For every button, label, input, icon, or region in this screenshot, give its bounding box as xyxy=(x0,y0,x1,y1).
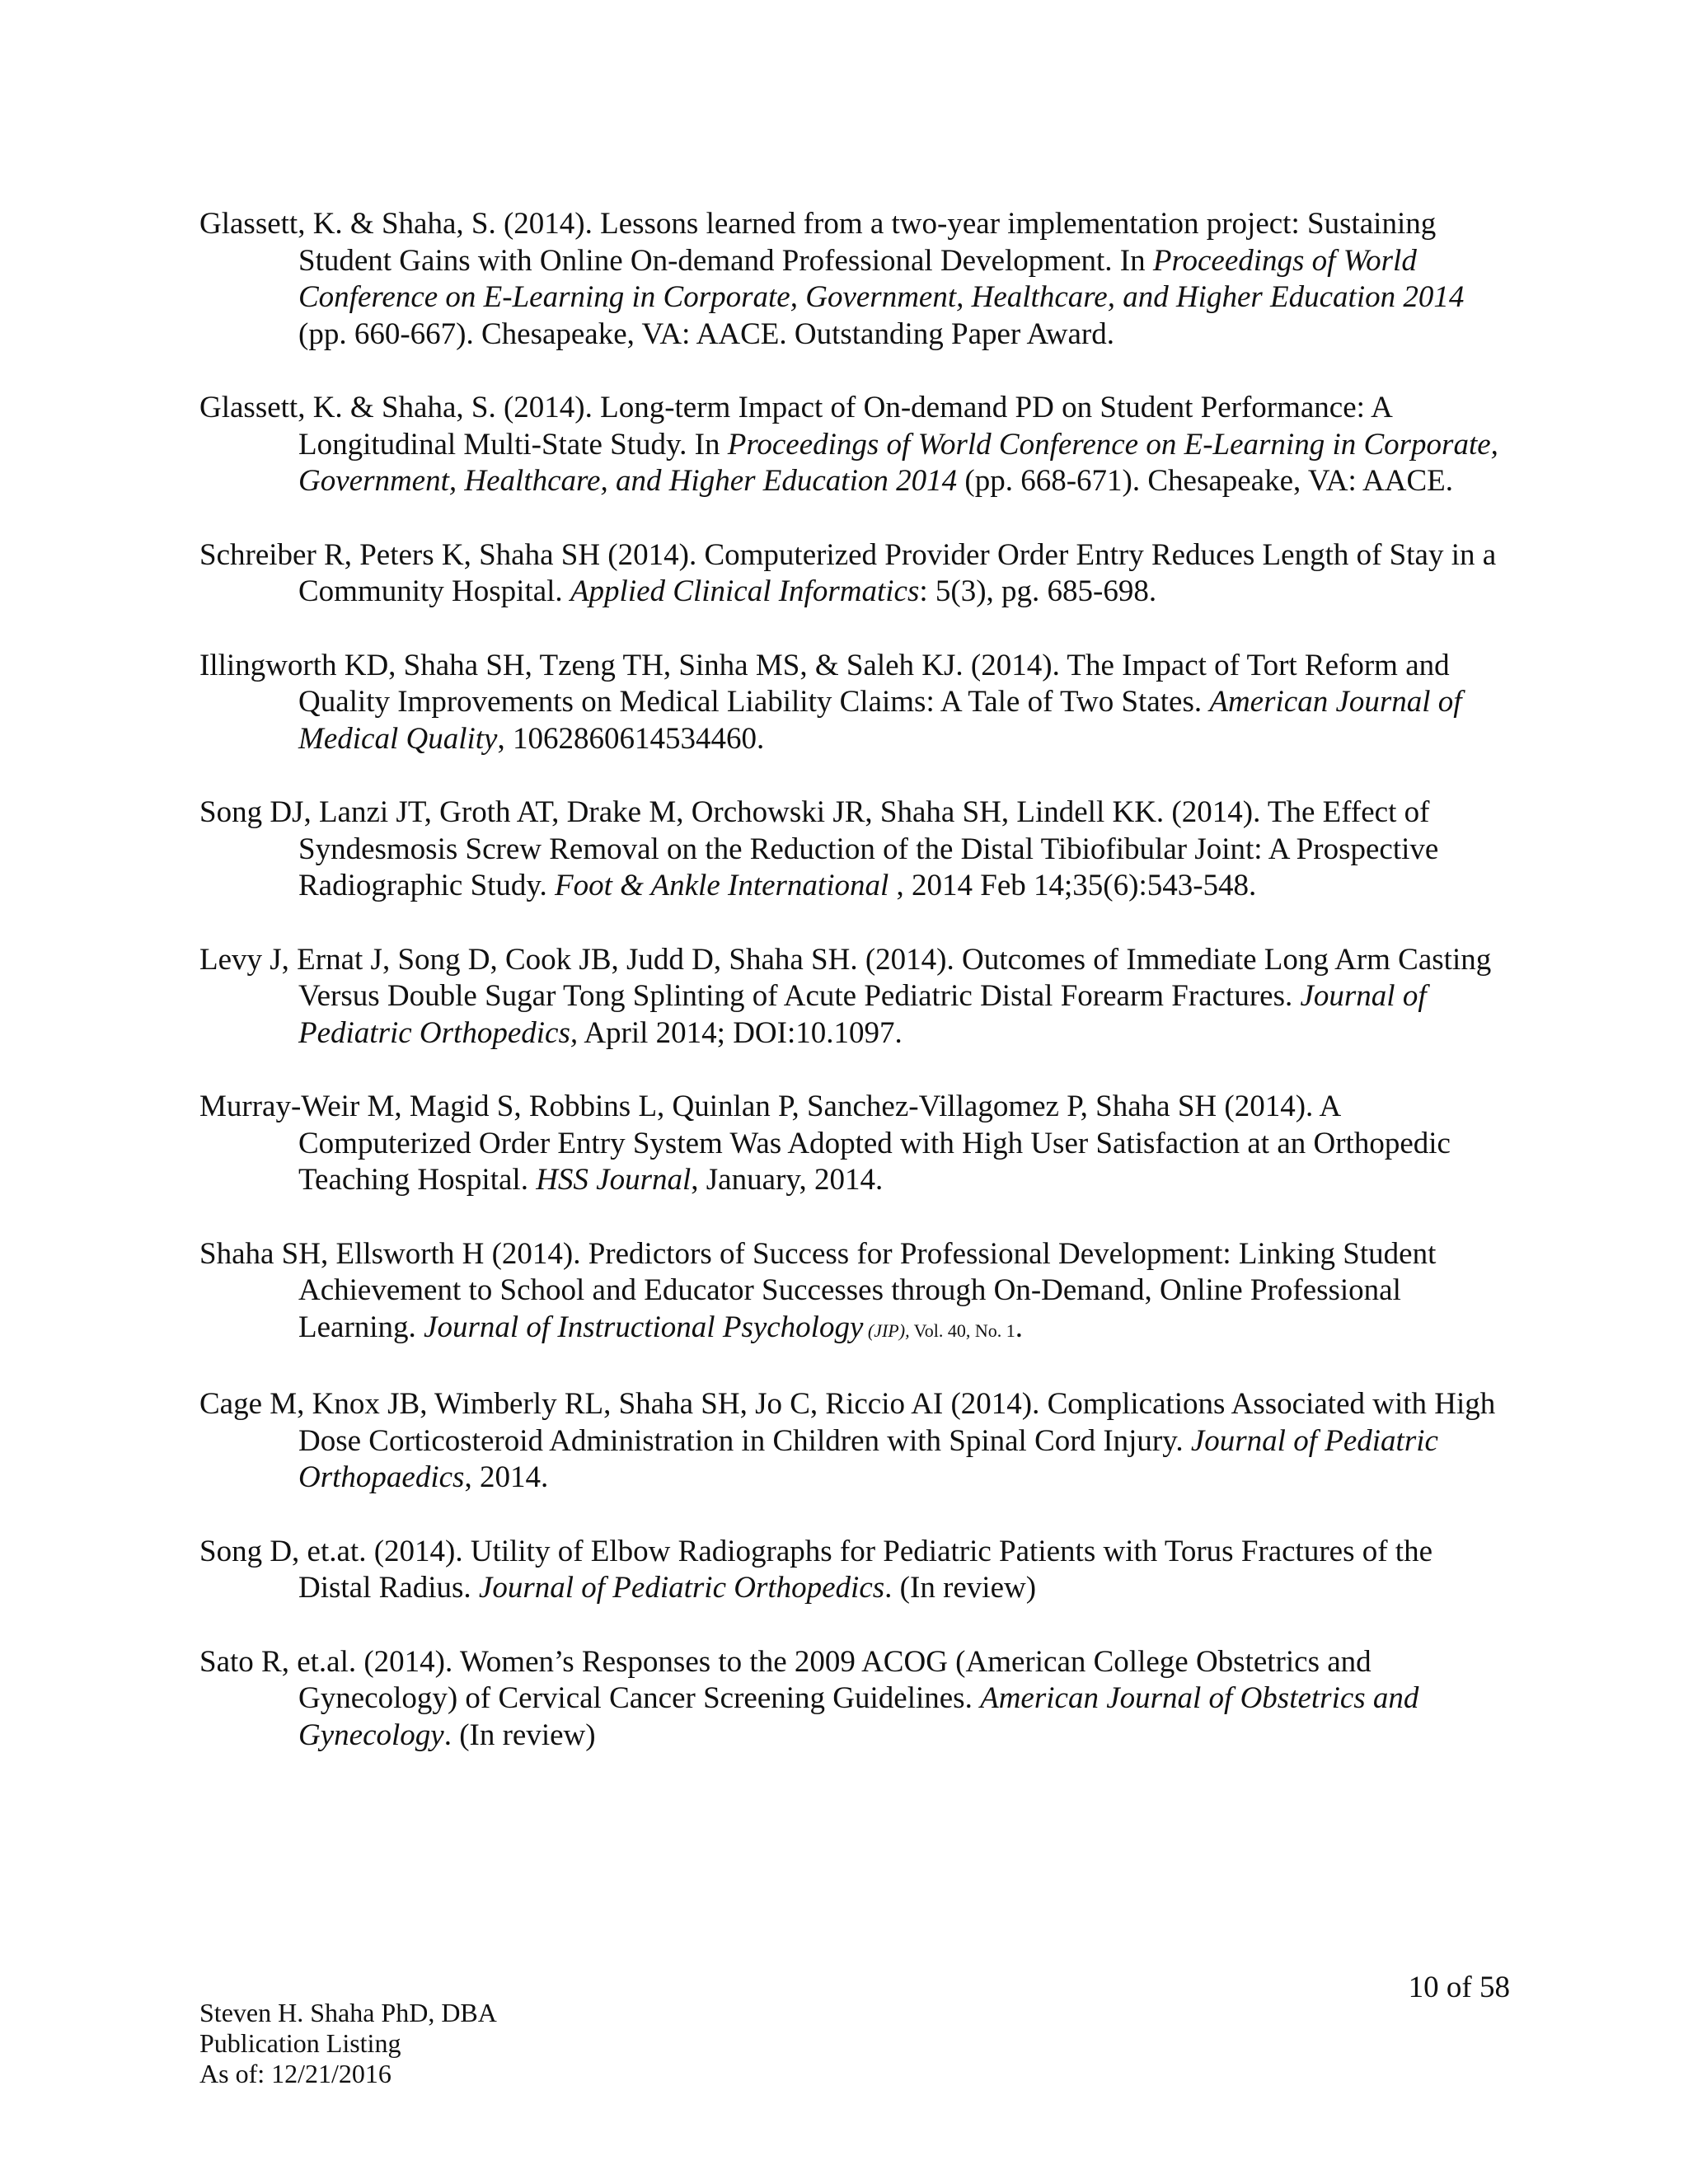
page-number: 10 of 58 xyxy=(1408,1971,1510,2004)
reference-text: Song D, et.at. (2014). Utility of Elbow Radiographs for Pediatric Patients with Torus Fractures of the Distal Radius. xyxy=(199,1534,1433,1605)
reference-text: . (In review) xyxy=(884,1571,1037,1605)
reference-entry xyxy=(199,206,1510,353)
reference-text: Applied Clinical Informatics xyxy=(570,574,920,608)
reference-entry xyxy=(199,537,1510,611)
reference-text: American Journal of Medical Quality xyxy=(298,685,1462,756)
reference-text: American Journal of Obstetrics and Gynecology xyxy=(298,1681,1419,1752)
reference-text: Proceedings of World Conference on E-Learning in Corporate, Government, Healthcare, and Higher Education 2014 xyxy=(298,243,1465,314)
reference-text: Shaha SH, Ellsworth H (2014). Predictors of Success for Professional Development: Linking Student Achievement to School and Educator Successes through On-Demand, Online Professional Learning. xyxy=(199,1236,1437,1344)
reference-text: Journal of Pediatric Orthopedics xyxy=(478,1571,885,1605)
reference-text: Sato R, et.al. (2014). Women’s Responses to the 2009 ACOG (American College Obstetrics and Gynecology) of Cervical Cancer Screening Guidelines. xyxy=(199,1644,1372,1715)
reference-entry xyxy=(199,1236,1510,1350)
reference-text: (pp. 668-671). Chesapeake, VA: AACE. xyxy=(957,464,1453,498)
reference-text: , January, 2014. xyxy=(691,1163,884,1197)
reference-text: Levy J, Ernat J, Song D, Cook JB, Judd D, Shaha SH. (2014). Outcomes of Immediate Long Arm Casting Versus Double Sugar Tong Splinting of Acute Pediatric Distal Forearm Fractures. xyxy=(199,942,1492,1013)
footer-author: Steven H. Shaha PhD, DBA xyxy=(199,1998,497,2027)
reference-text: . xyxy=(1015,1310,1023,1344)
reference-text: (pp. 660-667). Chesapeake, VA: AACE. Outstanding Paper Award. xyxy=(298,316,1114,351)
reference-text: Song DJ, Lanzi JT, Groth AT, Drake M, Orchowski JR, Shaha SH, Lindell KK. (2014). The Effect of Syndesmosis Screw Removal on the Reduction of the Distal Tibiofibular Joint: A Prospective Radiographic Study. xyxy=(199,795,1439,902)
reference-text: Cage M, Knox JB, Wimberly RL, Shaha SH, Jo C, Riccio AI (2014). Complications Associated with High Dose Corticosteroid Administration in Children with Spinal Cord Injury. xyxy=(199,1387,1496,1458)
reference-text: Glassett, K. & Shaha, S. (2014). Lessons learned from a two-year implementation project: Sustaining Student Gains with Online On-demand Professional Development. In xyxy=(199,207,1437,278)
reference-text: (JIP), xyxy=(863,1319,910,1341)
reference-text: April 2014; DOI:10.1097. xyxy=(578,1015,903,1050)
reference-text: . (In review) xyxy=(443,1718,596,1752)
reference-entry xyxy=(199,1534,1510,1607)
reference-text: HSS Journal xyxy=(536,1163,692,1197)
reference-entry xyxy=(199,1386,1510,1497)
reference-text: Murray-Weir M, Magid S, Robbins L, Quinlan P, Sanchez-Villagomez P, Shaha SH (2014). A Computerized Order Entry System Was Adopted with High User Satisfaction at an Orthopedic Teaching Hospital. xyxy=(199,1090,1451,1197)
footer xyxy=(199,1998,497,2089)
reference-text: Journal of Pediatric Orthopedics, xyxy=(298,979,1427,1050)
reference-text: , 2014. xyxy=(464,1460,549,1494)
reference-entry xyxy=(199,1644,1510,1755)
reference-text: Journal of Pediatric Orthopaedics xyxy=(298,1423,1438,1494)
reference-text: Foot & Ankle International xyxy=(555,869,889,902)
reference-text: Proceedings of World Conference on E-Learning in Corporate, Government, Healthcare, and Higher Education 2014 xyxy=(298,427,1498,498)
reference-entry xyxy=(199,1089,1510,1199)
reference-text: Glassett, K. & Shaha, S. (2014). Long-term Impact of On-demand PD on Student Performance: A Longitudinal Multi-State Study. In xyxy=(199,391,1391,462)
footer-title: Publication Listing xyxy=(199,2028,401,2058)
reference-text: Vol. 40, No. 1 xyxy=(909,1319,1015,1341)
reference-text: Journal of Instructional Psychology xyxy=(424,1310,864,1344)
reference-entry xyxy=(199,794,1510,905)
reference-entry xyxy=(199,390,1510,500)
reference-list xyxy=(199,206,1510,1791)
reference-entry xyxy=(199,942,1510,1052)
reference-text: Illingworth KD, Shaha SH, Tzeng TH, Sinha MS, & Saleh KJ. (2014). The Impact of Tort Reform and Quality Improvements on Medical Liability Claims: A Tale of Two States. xyxy=(199,648,1450,719)
reference-text: : 5(3), pg. 685-698. xyxy=(919,574,1157,608)
reference-text: Schreiber R, Peters K, Shaha SH (2014). Computerized Provider Order Entry Reduces Length of Stay in a Community Hospital. xyxy=(199,537,1497,608)
reference-text: , 2014 Feb 14;35(6):543-548. xyxy=(889,869,1257,902)
footer-date: As of: 12/21/2016 xyxy=(199,2059,392,2088)
reference-entry xyxy=(199,648,1510,758)
reference-text: , 1062860614534460. xyxy=(497,721,765,756)
